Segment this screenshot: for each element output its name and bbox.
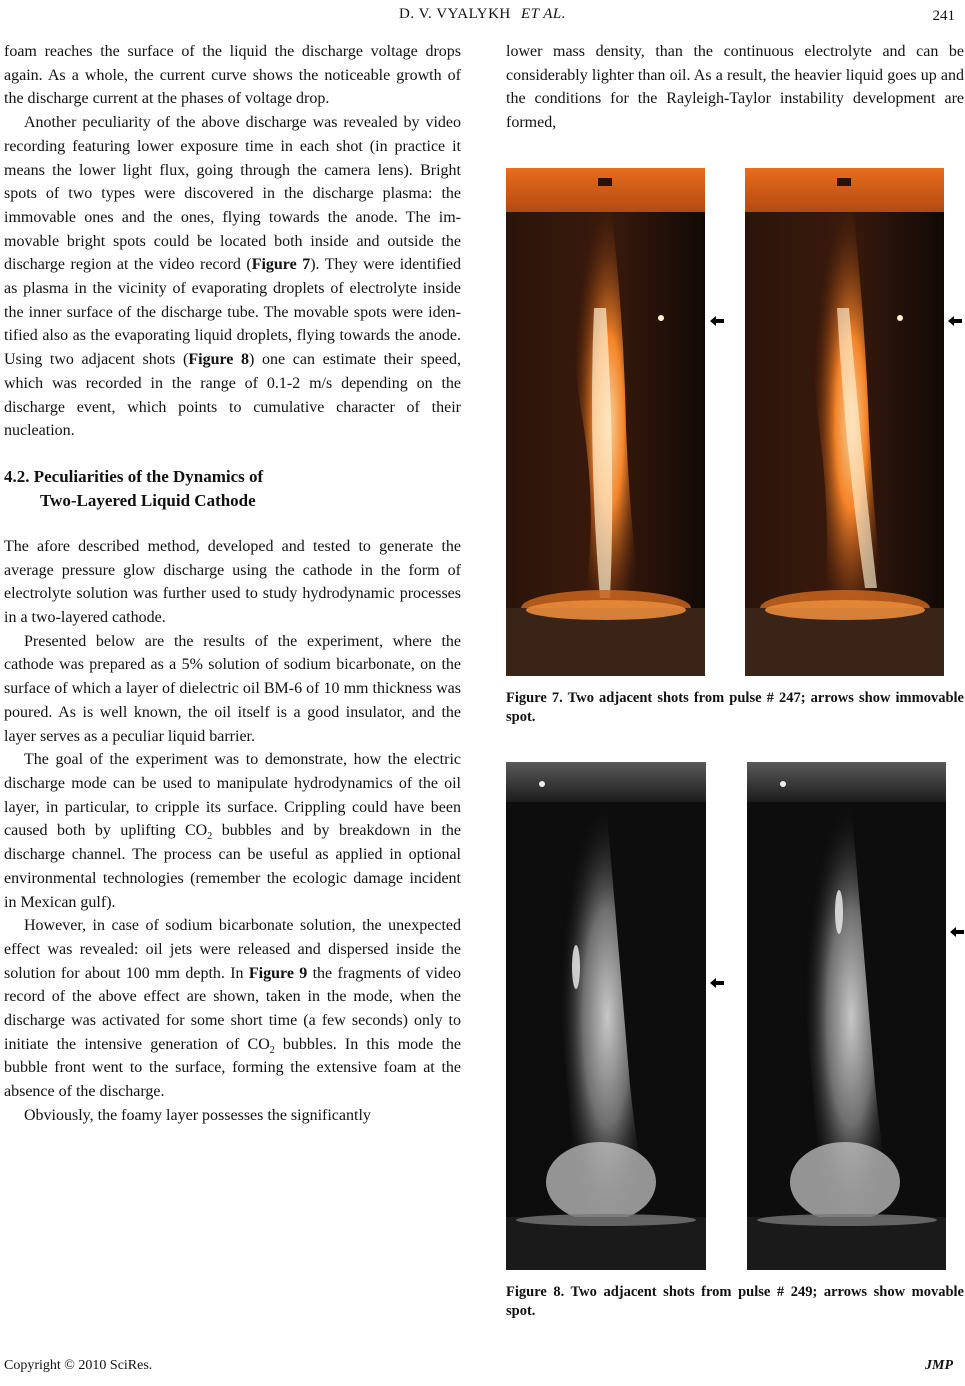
orange-discharge-image bbox=[745, 168, 944, 676]
journal-name: JMP bbox=[925, 1358, 953, 1373]
text-run: bubbles and by breakdown in the discharge channel. The process can be useful as applied in optional environmental technologies (remember the ecologic damage incident in Mexican gulf). bbox=[4, 822, 462, 911]
figure-ref-7[interactable]: Figure 7 bbox=[251, 256, 311, 274]
figure-7-caption: Figure 7. Two adjacent shots from pulse # 247; arrows show immovable spot. bbox=[506, 690, 964, 725]
arrow-left-icon bbox=[948, 315, 962, 327]
arrow-left-icon bbox=[950, 926, 964, 938]
author-name: D. V. VYALYKH bbox=[399, 6, 511, 22]
paragraph: Obviously, the foamy layer possesses the significantly bbox=[24, 1106, 371, 1124]
figure-8-frame-right bbox=[747, 762, 946, 1270]
paragraph: Presented below are the results of the experiment, where the cathode was prepared as a 5% solution of sodium bicarbonate, on the surface of which a layer of dielectric oil BM-6 of 10 mm thickness was poured. As is well known, the oil itself is a good insulator, and the layer serves as a peculiar liquid barrier. bbox=[4, 632, 461, 745]
text-run: The goal of the experiment was to demonstrate, how the electric discharge mode can be used to manipulate hydrodynamics of the oil layer, in particular, to cripple its surface. Crippling could have been caused both by uplifting CO bbox=[4, 751, 461, 840]
page-header bbox=[0, 4, 965, 24]
figure-7-frame-left bbox=[506, 168, 705, 676]
text-run: bubbles. In this mode the bubble front went to the surface, forming the extensive foam at the absence of the discharge. bbox=[4, 1035, 461, 1101]
orange-discharge-image bbox=[506, 168, 705, 676]
figure-8-caption: Figure 8. Two adjacent shots from pulse # 249; arrows show movable spot. bbox=[506, 1284, 964, 1319]
paragraph bbox=[4, 111, 461, 443]
grayscale-discharge-image bbox=[747, 762, 946, 1270]
paragraph: The afore described method, developed and tested to generate the average pressure glow discharge using the cathode in the form of electrolyte solution was further used to study hydrodynamic processes in a two-layered cathode. bbox=[4, 537, 461, 627]
heading-line: 4.2. Peculiarities of the Dynamics of bbox=[4, 466, 264, 486]
figure-8 bbox=[506, 762, 964, 1272]
figure-ref-8[interactable]: Figure 8 bbox=[188, 351, 250, 369]
figure-ref-9[interactable]: Figure 9 bbox=[248, 964, 308, 982]
left-column bbox=[4, 40, 461, 1128]
heading-line: Two-Layered Liquid Cathode bbox=[40, 490, 256, 510]
text-run: the fragments of video record of the above effect are shown, taken in the mode, when the discharge was activated for some short time (a few seconds) only to initiate the intensive generation of CO bbox=[4, 964, 462, 1053]
paragraph bbox=[4, 914, 461, 1104]
running-head bbox=[0, 6, 965, 23]
right-column bbox=[506, 40, 964, 135]
figure-8-frame-left bbox=[506, 762, 706, 1270]
text-run: ). They were identified as plasma in the vicinity of evaporating droplets of electrolyte inside the inner surface of the discharge tube. The movable spots were identified also as the evaporating liquid droplets, flying towards the anode. Using two adjacent shots ( bbox=[4, 256, 462, 369]
figure-7 bbox=[506, 168, 964, 678]
subscript: 2 bbox=[269, 1044, 275, 1056]
text-run: Another peculiarity of the above discharge was revealed by video recording featuring lower exposure time in each shot (in practice it means the lower light flux, going through the camera lens). Bright spots of two types were discovered in the discharge plasma: the immovable ones and the ones, flying towards the anode. The immovable bright spots could be located both inside and outside the discharge region at the video record ( bbox=[4, 114, 461, 274]
grayscale-discharge-image bbox=[506, 762, 706, 1270]
figure-7-frame-right bbox=[745, 168, 944, 676]
page-footer bbox=[4, 1358, 953, 1378]
arrow-left-icon bbox=[710, 977, 724, 989]
subscript: 2 bbox=[207, 831, 213, 843]
section-heading bbox=[4, 465, 461, 513]
paragraph: lower mass density, than the continuous electrolyte and can be considerably lighter than oil. As a result, the heavier liquid goes up and the conditions for the Rayleigh-Taylor instability development are formed, bbox=[506, 43, 964, 132]
arrow-left-icon bbox=[710, 315, 724, 327]
paragraph bbox=[4, 748, 461, 914]
et-al: ET AL. bbox=[520, 6, 566, 22]
text-run: ) one can estimate their speed, which was recorded in the range of 0.1-2 m/s depending on the discharge event, which points to cumulative character of their nucleation. bbox=[4, 351, 462, 440]
page-number: 241 bbox=[932, 8, 955, 24]
text-run: However, in case of sodium bicarbonate solution, the unexpected effect was revealed: oil jets were released and dispersed inside the solution for about 100 mm depth. In bbox=[4, 917, 461, 982]
paragraph: foam reaches the surface of the liquid the discharge voltage drops again. As a whole, the current curve shows the noticeable growth of the discharge current at the phases of voltage drop. bbox=[4, 43, 461, 108]
copyright-notice: Copyright © 2010 SciRes. bbox=[4, 1358, 153, 1373]
